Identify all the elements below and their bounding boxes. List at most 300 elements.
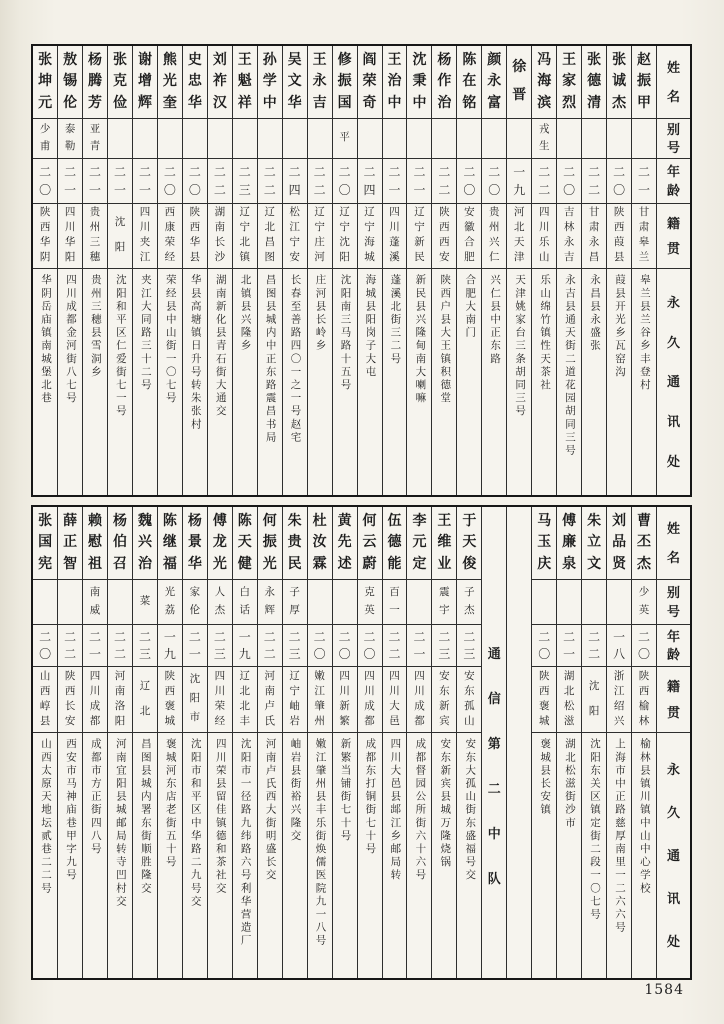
person-alias: 泰 勒 — [64, 124, 76, 152]
person-native-place: 四 川 成 都 — [89, 670, 101, 727]
header-addr-cell — [657, 733, 690, 978]
native-cell — [607, 204, 631, 269]
alias-cell — [358, 580, 382, 625]
native-cell — [482, 204, 506, 269]
person-address: 四川大邑县䢺江乡邮局转 — [389, 738, 401, 883]
native-cell — [407, 667, 431, 733]
person-native-place: 沈 阳 — [588, 680, 600, 717]
name-cell — [283, 507, 307, 580]
addr-cell — [208, 269, 232, 495]
person-native-place: 四 川 夹 江 — [139, 207, 151, 264]
person-column — [57, 507, 82, 978]
person-native-place: 辽 宁 海 城 — [364, 207, 375, 264]
header-name-label: 姓 名 — [666, 60, 680, 104]
person-native-place: 沈 阳 — [114, 217, 126, 254]
native-cell — [258, 204, 282, 269]
header-name-cell — [657, 46, 690, 119]
person-column — [257, 46, 282, 495]
alias-cell — [258, 580, 282, 625]
alias-cell — [632, 119, 656, 159]
person-name: 吴 文 华 — [287, 52, 302, 111]
person-alias: 子 厚 — [289, 586, 300, 616]
alias-cell — [58, 119, 82, 159]
name-cell — [158, 507, 182, 580]
person-native-place: 陕 西 华 县 — [189, 207, 201, 264]
person-age: 二 一 — [638, 164, 651, 198]
person-column — [531, 46, 556, 495]
age-cell — [158, 159, 182, 204]
age-cell — [482, 159, 506, 204]
person-column — [357, 46, 382, 495]
person-column — [307, 46, 332, 495]
person-native-place: 湖 南 长 沙 — [214, 207, 226, 264]
age-cell — [557, 625, 581, 667]
native-cell — [133, 204, 157, 269]
person-address: 湖北松滋街沙市 — [564, 738, 576, 830]
person-name: 傅 龙 光 — [212, 513, 227, 572]
age-cell — [183, 625, 207, 667]
addr-cell — [432, 269, 456, 495]
person-column — [107, 507, 132, 978]
person-age: 一 九 — [163, 629, 176, 662]
age-cell — [308, 159, 332, 204]
name-cell — [33, 507, 57, 580]
person-address: 庄河县长岭乡 — [314, 274, 326, 353]
header-native-cell — [657, 667, 690, 733]
native-cell — [582, 204, 606, 269]
age-cell — [33, 159, 57, 204]
age-cell — [358, 625, 382, 667]
age-cell — [83, 159, 107, 204]
person-native-place: 四 川 成 都 — [414, 670, 425, 727]
age-cell — [557, 159, 581, 204]
age-cell — [58, 159, 82, 204]
alias-cell — [383, 580, 407, 625]
person-age: 二 〇 — [563, 164, 576, 198]
native-cell — [158, 667, 182, 733]
person-age: 二 〇 — [39, 629, 52, 662]
person-name: 傅 廉 泉 — [562, 513, 577, 572]
name-cell — [183, 46, 207, 119]
person-alias: 震 宇 — [439, 586, 450, 616]
name-cell — [108, 507, 132, 580]
age-cell — [258, 625, 282, 667]
name-cell — [333, 46, 357, 119]
name-cell — [457, 507, 481, 580]
person-column — [431, 507, 456, 978]
native-cell — [532, 204, 556, 269]
person-address: 乐山绵竹镇性天茶社 — [539, 274, 551, 392]
addr-cell — [233, 733, 257, 978]
person-column — [556, 46, 581, 495]
person-native-place: 安 东 孤 山 — [464, 670, 475, 727]
person-address: 天津姚家台三条胡同三号 — [514, 274, 526, 419]
native-cell — [582, 667, 606, 733]
person-name: 陈 在 铭 — [462, 52, 477, 111]
person-name: 陈 继 福 — [162, 513, 177, 572]
alias-cell — [532, 119, 556, 159]
native-cell — [632, 204, 656, 269]
alias-cell — [83, 119, 107, 159]
addr-cell — [532, 269, 556, 495]
header-native-label: 籍 贯 — [666, 679, 680, 720]
alias-cell — [507, 119, 531, 159]
header-address-label: 永 久 通 讯 处 — [666, 294, 680, 470]
name-cell — [358, 507, 382, 580]
native-cell — [133, 667, 157, 733]
directory-table-bottom — [31, 505, 692, 980]
age-cell — [507, 159, 531, 204]
person-name: 刘 品 贤 — [612, 513, 627, 572]
addr-cell — [258, 269, 282, 495]
alias-cell — [432, 580, 456, 625]
person-name: 张 国 宪 — [38, 513, 53, 572]
person-name: 张 德 清 — [587, 52, 602, 111]
person-native-place: 辽 宁 岫 岩 — [289, 670, 300, 727]
person-column — [207, 507, 232, 978]
age-cell — [457, 625, 481, 667]
person-alias: 白 话 — [239, 586, 251, 616]
alias-cell — [33, 119, 57, 159]
person-alias: 菜 — [139, 595, 151, 607]
person-age: 一 八 — [613, 629, 626, 662]
addr-cell — [58, 269, 82, 495]
person-native-place: 辽 宁 庄 河 — [314, 207, 325, 264]
person-address: 沈阳南三马路十五号 — [339, 274, 351, 392]
age-cell — [407, 159, 431, 204]
alias-cell — [58, 580, 82, 625]
native-cell — [557, 667, 581, 733]
person-age: 二 一 — [64, 164, 77, 198]
person-age: 二 四 — [288, 164, 301, 198]
name-cell — [158, 46, 182, 119]
person-age: 二 〇 — [363, 629, 376, 662]
person-name: 刘 祚 汉 — [212, 52, 227, 111]
person-alias: 人 杰 — [214, 586, 226, 616]
person-age: 二 〇 — [613, 164, 626, 198]
alias-cell — [333, 119, 357, 159]
person-column — [82, 507, 107, 978]
addr-cell — [607, 733, 631, 978]
person-name: 史 忠 华 — [187, 52, 202, 111]
addr-cell — [532, 733, 556, 978]
person-age: 二 二 — [263, 629, 276, 662]
person-native-place: 四 川 荣 经 — [214, 670, 226, 727]
alias-cell — [133, 119, 157, 159]
name-cell — [532, 46, 556, 119]
name-cell — [607, 507, 631, 580]
person-column — [631, 507, 656, 978]
person-name: 熊 光 奎 — [162, 52, 177, 111]
alias-cell — [208, 119, 232, 159]
person-column — [382, 46, 407, 495]
addr-cell — [183, 269, 207, 495]
person-address: 海城县阳岗子大屯 — [364, 274, 376, 379]
name-cell — [532, 507, 556, 580]
name-cell — [358, 46, 382, 119]
person-address: 昌图县城内署东街顺胜隆交 — [139, 738, 151, 896]
person-native-place: 浙 江 绍 兴 — [613, 670, 625, 727]
name-cell — [283, 46, 307, 119]
age-cell — [333, 159, 357, 204]
person-column — [531, 507, 556, 978]
alias-cell — [582, 119, 606, 159]
person-address: 新繁当铺街七十号 — [339, 738, 351, 843]
person-column — [332, 507, 357, 978]
addr-cell — [358, 733, 382, 978]
person-column — [157, 507, 182, 978]
age-cell — [333, 625, 357, 667]
person-native-place: 陕 西 褒 城 — [164, 670, 176, 727]
person-native-place: 四 川 蓬 溪 — [389, 207, 400, 264]
person-alias: 少 甫 — [39, 124, 51, 152]
addr-cell — [507, 269, 531, 495]
native-cell — [283, 204, 307, 269]
person-address: 荣经县中山街一〇七号 — [164, 274, 176, 405]
person-native-place: 陕 西 长 安 — [64, 670, 76, 727]
person-native-place: 安 徽 合 肥 — [464, 207, 475, 264]
addr-cell — [108, 269, 132, 495]
person-age: 二 三 — [288, 629, 301, 662]
addr-cell — [607, 269, 631, 495]
name-cell — [482, 46, 506, 119]
name-cell — [83, 507, 107, 580]
alias-cell — [432, 119, 456, 159]
person-address: 蓬溪北街三二号 — [389, 274, 401, 366]
addr-cell — [133, 269, 157, 495]
native-cell — [432, 667, 456, 733]
age-cell — [108, 625, 132, 667]
person-name: 薛 正 智 — [63, 513, 78, 572]
age-cell — [133, 159, 157, 204]
person-age: 二 二 — [588, 629, 601, 662]
person-native-place: 河 北 天 津 — [514, 207, 525, 264]
person-name: 王 永 吉 — [312, 52, 327, 111]
person-native-place: 陕 西 葭 县 — [613, 207, 625, 264]
person-native-place: 陕 西 华 阴 — [39, 207, 51, 264]
person-alias: 百 一 — [389, 586, 400, 616]
alias-cell — [607, 580, 631, 625]
addr-cell — [58, 733, 82, 978]
native-cell — [557, 204, 581, 269]
person-name: 伍 德 能 — [387, 513, 402, 572]
age-cell — [432, 625, 456, 667]
person-name: 于 天 俊 — [462, 513, 477, 572]
header-age-cell — [657, 159, 690, 204]
person-column — [456, 507, 481, 978]
alias-cell — [632, 580, 656, 625]
person-native-place: 四 川 新 繁 — [339, 670, 350, 727]
native-cell — [58, 667, 82, 733]
name-cell — [333, 507, 357, 580]
person-column — [232, 507, 257, 978]
person-age: 二 〇 — [488, 164, 501, 198]
person-name: 黄 先 述 — [337, 513, 352, 572]
person-native-place: 贵 州 兴 仁 — [489, 207, 500, 264]
person-age: 二 四 — [363, 164, 376, 198]
age-cell — [283, 625, 307, 667]
person-age: 二 二 — [263, 164, 276, 198]
addr-cell — [308, 269, 332, 495]
person-name: 赵 振 甲 — [637, 52, 652, 111]
alias-cell — [258, 119, 282, 159]
unit-divider-column — [481, 507, 506, 978]
person-name: 杨 腾 芳 — [88, 52, 103, 111]
header-name-cell — [657, 507, 690, 580]
person-age: 二 三 — [213, 629, 226, 662]
name-cell — [557, 507, 581, 580]
name-cell — [407, 507, 431, 580]
person-age: 二 二 — [114, 629, 127, 662]
person-address: 成都市方正街四八号 — [89, 738, 101, 856]
addr-cell — [258, 733, 282, 978]
alias-cell — [133, 580, 157, 625]
name-cell — [208, 46, 232, 119]
native-cell — [233, 667, 257, 733]
age-cell — [283, 159, 307, 204]
person-native-place: 辽 北 北 丰 — [239, 670, 251, 727]
directory-table-top — [31, 44, 692, 497]
person-age: 二 〇 — [338, 164, 351, 198]
addr-cell — [407, 733, 431, 978]
person-name: 徐 晋 — [512, 59, 527, 104]
person-native-place: 辽 北 昌 图 — [264, 207, 275, 264]
person-native-place: 吉 林 永 吉 — [563, 207, 575, 264]
person-column — [282, 507, 307, 978]
person-column — [132, 507, 157, 978]
addr-cell — [33, 269, 57, 495]
person-column — [282, 46, 307, 495]
native-cell — [383, 667, 407, 733]
age-cell — [83, 625, 107, 667]
person-address: 兴仁县中正东路 — [489, 274, 501, 366]
addr-cell — [83, 269, 107, 495]
addr-cell — [33, 733, 57, 978]
person-column — [33, 46, 57, 495]
addr-cell — [557, 269, 581, 495]
person-name: 何 振 光 — [262, 513, 277, 572]
person-address: 上海市中正路慈厚南里一二六六号 — [613, 738, 625, 935]
alias-cell — [607, 119, 631, 159]
person-address: 褒城河东店老街五十号 — [164, 738, 176, 869]
name-cell — [308, 46, 332, 119]
person-age: 一 九 — [513, 164, 526, 198]
name-cell — [632, 507, 656, 580]
person-name: 曹 丕 杰 — [637, 513, 652, 572]
person-column — [382, 507, 407, 978]
alias-cell — [283, 580, 307, 625]
person-address: 皋兰县兰谷乡丰登村 — [638, 274, 650, 392]
person-address: 贵州三穗县雪洞乡 — [89, 274, 101, 379]
alias-cell — [208, 580, 232, 625]
name-cell — [233, 46, 257, 119]
addr-cell — [482, 269, 506, 495]
person-address: 四川成都金河街八七号 — [64, 274, 76, 405]
name-cell — [507, 46, 531, 119]
alias-cell — [233, 580, 257, 625]
header-age-label: 年 龄 — [666, 164, 680, 198]
person-column — [57, 46, 82, 495]
name-cell — [383, 507, 407, 580]
person-address: 四川荣县留佳镇德和茶社交 — [214, 738, 226, 896]
age-cell — [607, 625, 631, 667]
name-cell — [258, 46, 282, 119]
person-native-place: 陕 西 榆 林 — [638, 670, 650, 727]
name-cell — [183, 507, 207, 580]
person-name: 张 诚 杰 — [612, 52, 627, 111]
person-age: 二 〇 — [338, 629, 351, 662]
alias-cell — [308, 119, 332, 159]
person-name: 修 振 国 — [337, 52, 352, 111]
person-name: 赖 慰 祖 — [88, 513, 103, 572]
person-native-place: 甘 肃 皋 兰 — [638, 207, 650, 264]
age-cell — [108, 159, 132, 204]
person-address: 河南卢氏西大街明盛长交 — [264, 738, 276, 883]
person-address: 昌图县城内中正东路震昌书局 — [264, 274, 276, 445]
person-name: 王 魁 祥 — [237, 52, 252, 111]
age-cell — [632, 625, 656, 667]
person-alias: 永 辉 — [264, 586, 275, 616]
person-native-place: 甘 肃 永 昌 — [588, 207, 600, 264]
addr-cell — [383, 733, 407, 978]
alias-cell — [108, 580, 132, 625]
name-cell — [83, 46, 107, 119]
age-cell — [407, 625, 431, 667]
name-cell — [432, 507, 456, 580]
native-cell — [457, 667, 481, 733]
addr-cell — [108, 733, 132, 978]
person-column — [232, 46, 257, 495]
person-native-place: 松 江 宁 安 — [289, 207, 300, 264]
age-cell — [133, 625, 157, 667]
person-column — [157, 46, 182, 495]
age-cell — [208, 625, 232, 667]
name-cell — [557, 46, 581, 119]
person-alias: 子 杰 — [464, 586, 475, 616]
age-cell — [632, 159, 656, 204]
person-name: 王 维 业 — [437, 513, 452, 572]
person-age: 二 二 — [64, 629, 77, 662]
person-address: 成都督园公所街六十六号 — [414, 738, 426, 883]
age-cell — [383, 625, 407, 667]
header-alias-label: 别 号 — [666, 122, 680, 155]
person-name: 颜 永 富 — [487, 52, 502, 111]
person-column — [132, 46, 157, 495]
native-cell — [532, 667, 556, 733]
native-cell — [83, 667, 107, 733]
alias-cell — [333, 580, 357, 625]
person-age: 二 一 — [114, 164, 127, 198]
person-column — [556, 507, 581, 978]
person-address: 永吉县通天街二道花园胡同三号 — [564, 274, 576, 458]
person-alias: 戎 生 — [538, 124, 550, 152]
addr-cell — [358, 269, 382, 495]
person-age: 二 〇 — [188, 164, 201, 198]
person-native-place: 西 康 荣 经 — [164, 207, 176, 264]
native-cell — [407, 204, 431, 269]
person-name: 朱 立 文 — [587, 513, 602, 572]
person-column — [107, 46, 132, 495]
alias-cell — [183, 580, 207, 625]
person-age: 二 〇 — [163, 164, 176, 198]
person-name: 杨 作 治 — [437, 52, 452, 111]
person-name: 李 元 定 — [412, 513, 427, 572]
age-cell — [607, 159, 631, 204]
person-alias: 平 — [339, 132, 350, 144]
person-address: 成都东打铜街七十号 — [364, 738, 376, 856]
header-column — [656, 46, 690, 495]
person-age: 二 二 — [438, 164, 451, 198]
